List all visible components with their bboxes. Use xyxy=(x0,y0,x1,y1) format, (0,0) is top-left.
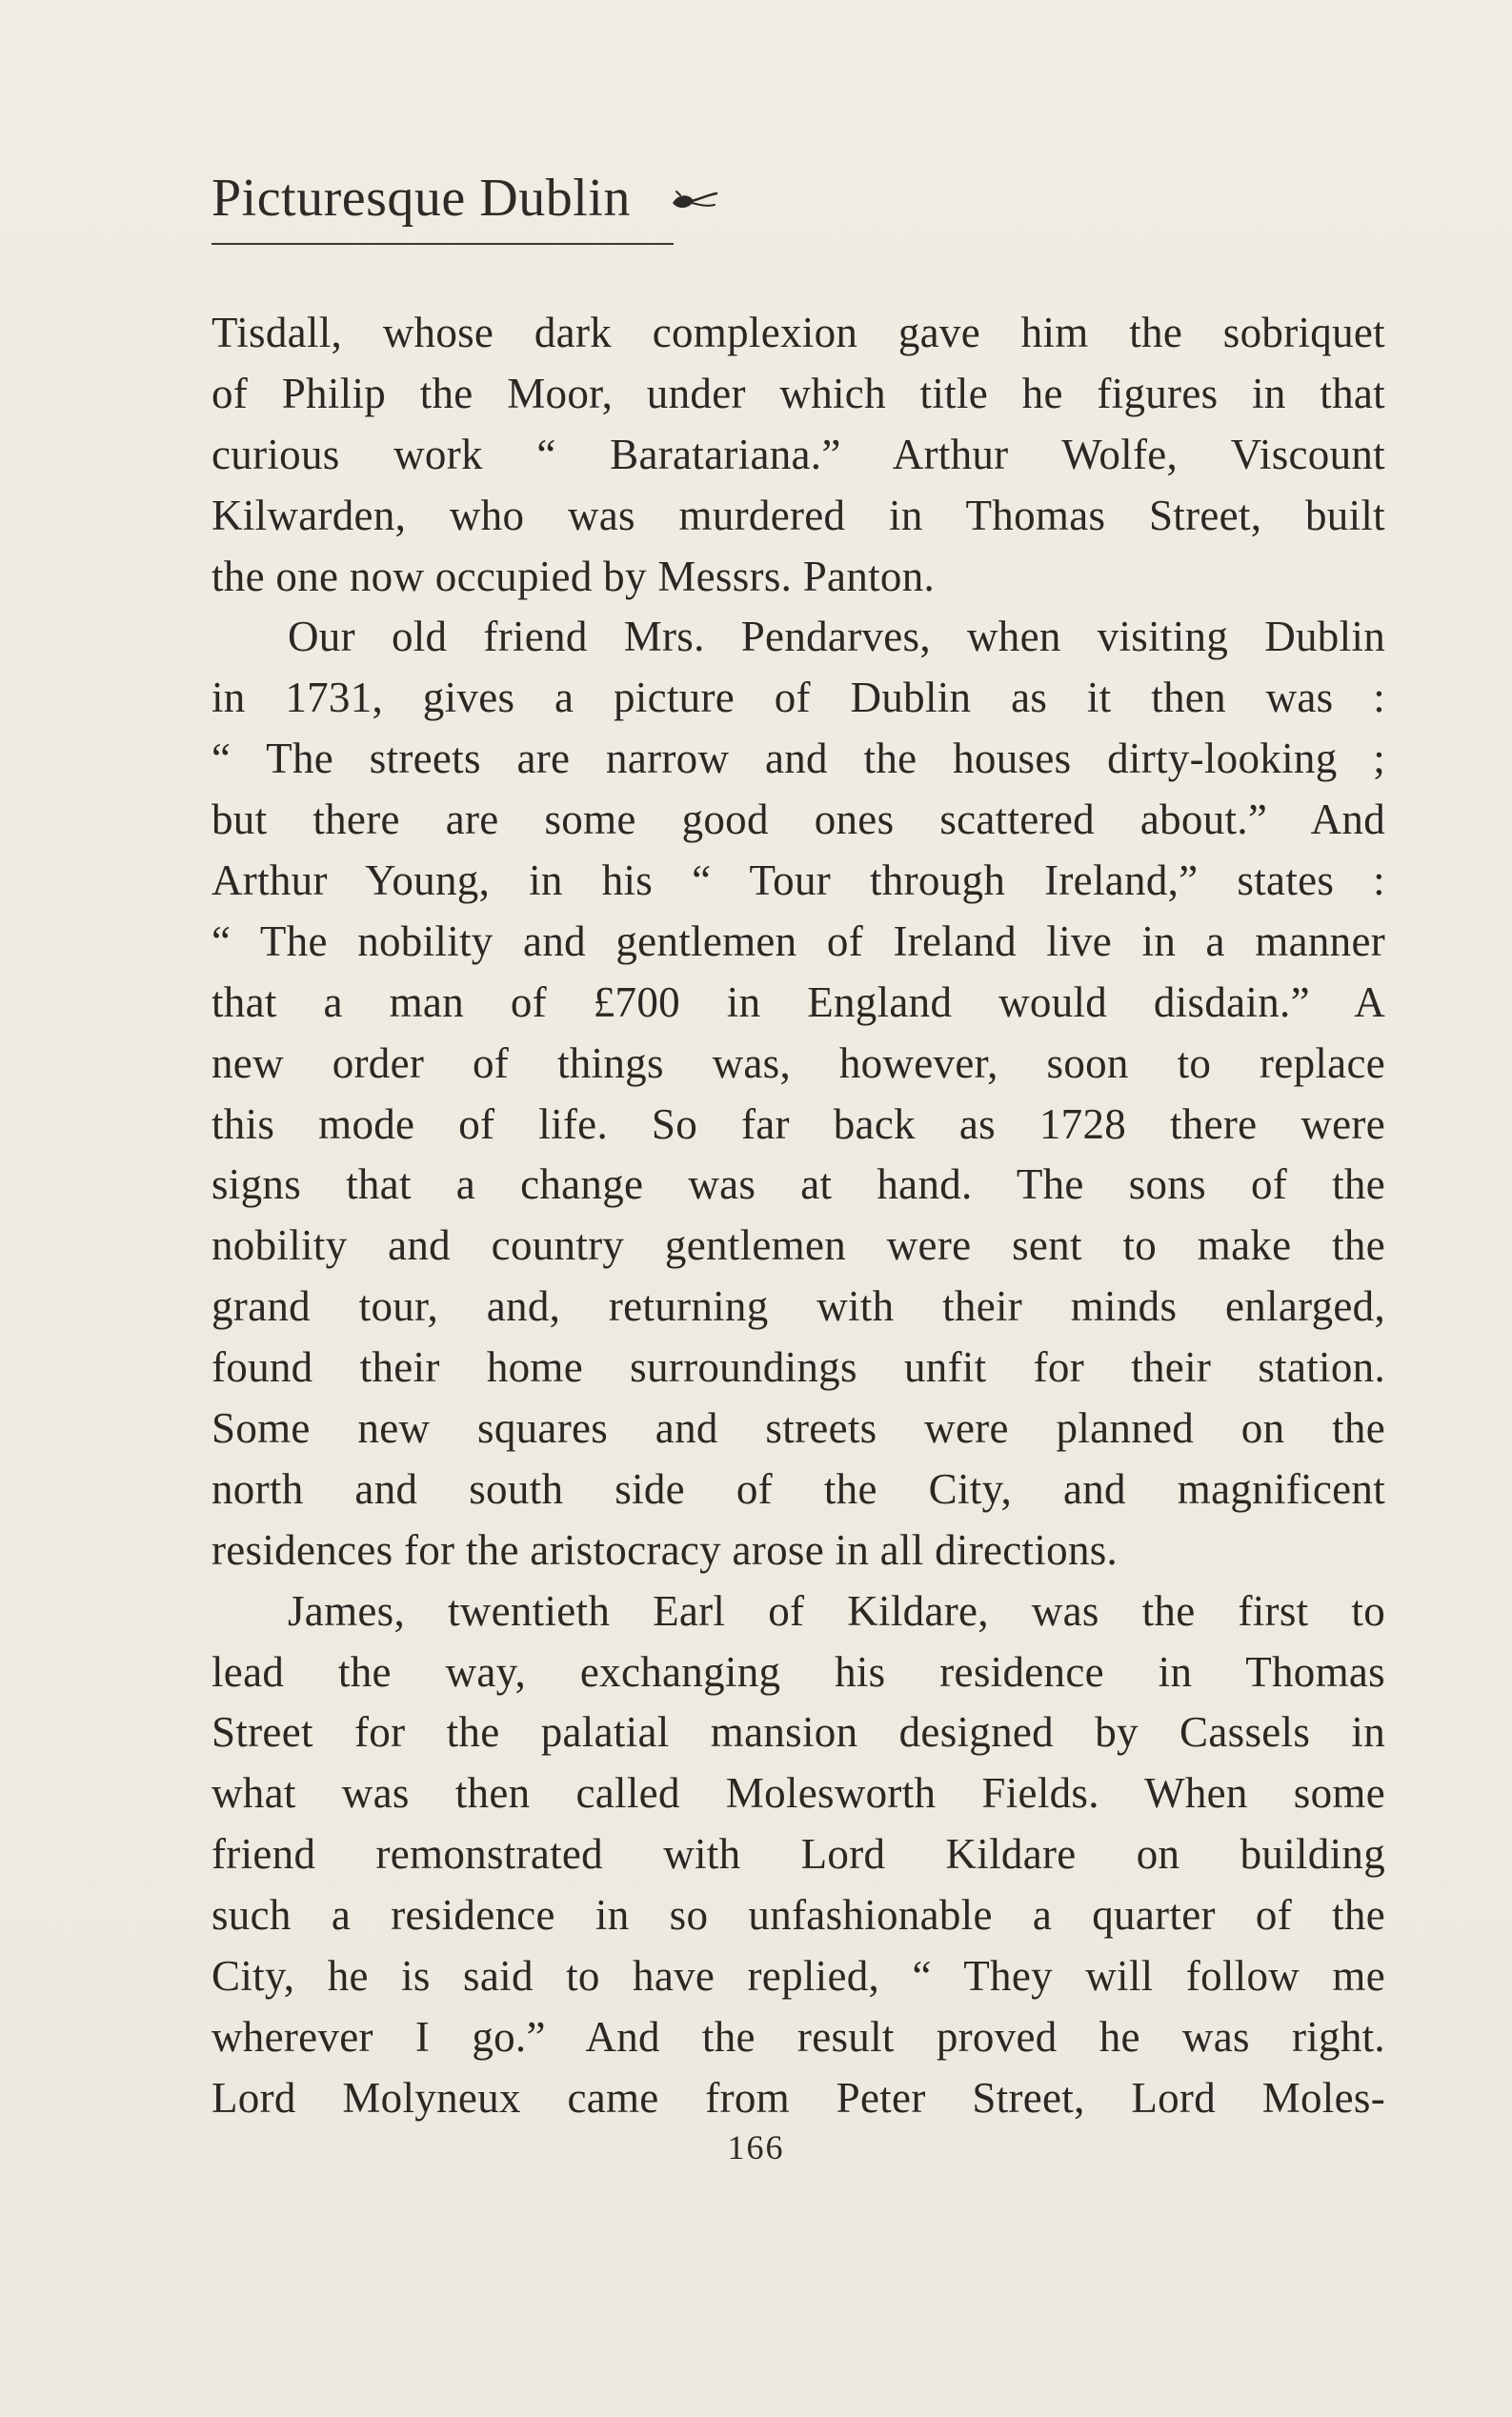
text-line: Street for the palatial mansion designed by Cassels in xyxy=(212,1708,1385,1757)
text-line: nobility and country gentlemen were sent to make the xyxy=(212,1221,1385,1270)
text-line: signs that a change was at hand. The sons of the xyxy=(212,1160,1385,1209)
text-line: friend remonstrated with Lord Kildare on building xyxy=(212,1830,1385,1879)
text-line: that a man of £700 in England would disdain.” A xyxy=(212,977,1385,1026)
text-line: such a residence in so unfashionable a quarter of the xyxy=(212,1891,1385,1940)
running-head-rule xyxy=(212,243,674,245)
text-line: City, he is said to have replied, “ They will follow me xyxy=(212,1952,1385,2001)
text-line: but there are some good ones scattered about.” And xyxy=(212,796,1385,844)
text-line: Some new squares and streets were planned on the xyxy=(212,1404,1385,1453)
text-line: north and south side of the City, and magnificent xyxy=(212,1464,1385,1513)
text-line: of Philip the Moor, under which title he figures in that xyxy=(212,369,1385,417)
text-line: “ The nobility and gentlemen of Ireland live in a manner xyxy=(212,916,1385,965)
text-line: residences for the aristocracy arose in all directions. xyxy=(212,1525,1119,1574)
text-line: Tisdall, whose dark complexion gave him the sobriquet xyxy=(212,309,1385,356)
leaf-ornament-icon xyxy=(671,190,718,214)
running-head-title: Picturesque Dublin xyxy=(212,169,631,228)
text-line: Arthur Young, in his “ Tour through Ireland,” states : xyxy=(212,856,1385,905)
text-line: the one now occupied by Messrs. Panton. xyxy=(212,552,936,600)
text-line: Our old friend Mrs. Pendarves, when visiting Dublin xyxy=(288,613,1385,661)
text-line: James, twentieth Earl of Kildare, was the first to xyxy=(288,1586,1385,1635)
body-text xyxy=(212,303,1385,2129)
text-line: Kilwarden, who was murdered in Thomas Street, built xyxy=(212,491,1385,539)
text-line: this mode of life. So far back as 1728 there were xyxy=(212,1099,1385,1148)
text-line: grand tour, and, returning with their minds enlarged, xyxy=(212,1282,1385,1331)
running-head xyxy=(212,168,718,229)
text-line: in 1731, gives a picture of Dublin as it then was : xyxy=(212,674,1385,722)
text-line: what was then called Molesworth Fields. When some xyxy=(212,1769,1385,1818)
text-line: wherever I go.” And the result proved he was right. xyxy=(212,2012,1385,2061)
text-line: curious work “ Baratariana.” Arthur Wolfe, Viscount xyxy=(212,430,1385,478)
text-line: new order of things was, however, soon to replace xyxy=(212,1038,1385,1087)
text-line: lead the way, exchanging his residence in Thomas xyxy=(212,1647,1385,1696)
text-line: “ The streets are narrow and the houses dirty-looking ; xyxy=(212,735,1385,783)
text-line: Lord Molyneux came from Peter Street, Lord Moles- xyxy=(212,2073,1385,2122)
text-line: found their home surroundings unfit for their station. xyxy=(212,1343,1385,1392)
page-number: 166 xyxy=(727,2128,785,2166)
